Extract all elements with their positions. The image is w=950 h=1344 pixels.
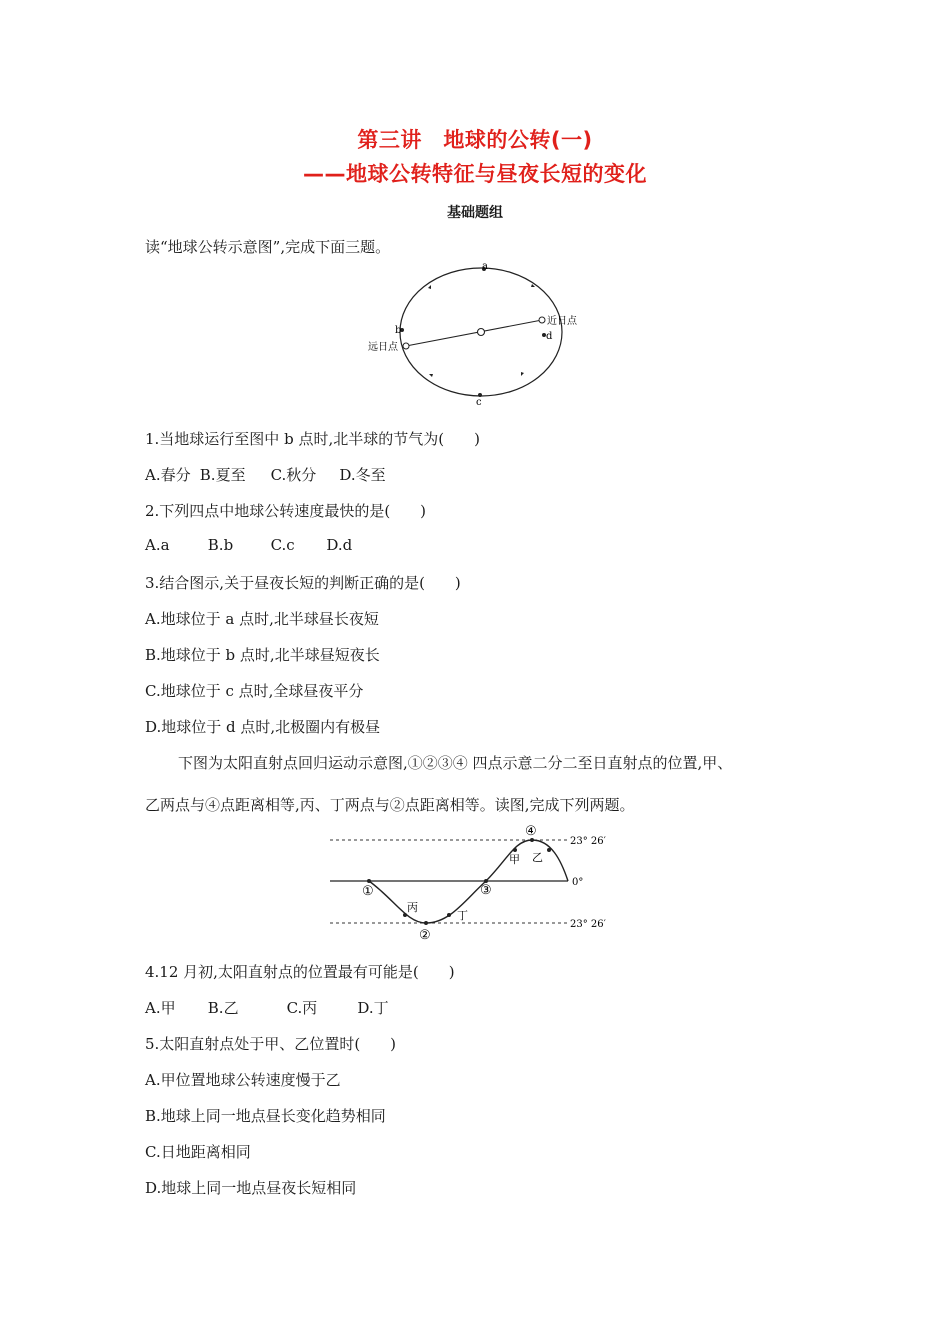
intro-text-2-line2: 乙两点与④点距离相等,丙、丁两点与②点距离相等。读图,完成下列两题。 bbox=[145, 796, 635, 814]
label-bing: 丙 bbox=[407, 901, 418, 914]
label-a: a bbox=[482, 261, 488, 272]
q2-option-a[interactable]: A.a bbox=[145, 536, 170, 554]
question-4-stem: 4.12 月初,太阳直射点的位置最有可能是( ) bbox=[145, 963, 455, 981]
point-ding bbox=[447, 913, 451, 917]
question-4-options bbox=[145, 997, 389, 1018]
q5-option-d[interactable]: D.地球上同一地点昼夜长短相同 bbox=[145, 1179, 357, 1197]
direction-arrow bbox=[428, 285, 431, 289]
q4-option-b[interactable]: B.乙 bbox=[207, 999, 239, 1017]
point-2 bbox=[424, 921, 428, 925]
point-jia bbox=[513, 848, 517, 852]
label-lat-bottom: 23° 26′ bbox=[570, 919, 606, 930]
label-point-3: ③ bbox=[480, 883, 492, 898]
direction-arrow bbox=[429, 374, 433, 377]
page-title: 第三讲 地球的公转(一) bbox=[357, 128, 593, 152]
q4-option-a[interactable]: A.甲 bbox=[145, 999, 176, 1017]
earth-orbit-diagram bbox=[360, 260, 600, 410]
q3-option-c[interactable]: C.地球位于 c 点时,全球昼夜平分 bbox=[145, 682, 364, 700]
label-perihelion: 近日点 bbox=[547, 316, 577, 327]
label-point-1: ① bbox=[362, 884, 374, 899]
direction-arrow bbox=[521, 372, 524, 376]
label-lat-top: 23° 26′ bbox=[570, 836, 606, 847]
label-aphelion: 远日点 bbox=[368, 342, 398, 353]
perihelion-marker bbox=[539, 317, 545, 323]
label-b: b bbox=[395, 325, 402, 336]
question-1-options bbox=[145, 464, 386, 485]
q5-option-a[interactable]: A.甲位置地球公转速度慢于乙 bbox=[145, 1071, 341, 1089]
q3-option-b[interactable]: B.地球位于 b 点时,北半球昼短夜长 bbox=[145, 646, 380, 664]
q1-option-b[interactable]: B.夏至 bbox=[199, 466, 246, 484]
question-1-stem: 1.当地球运行至图中 b 点时,北半球的节气为( ) bbox=[145, 430, 480, 448]
question-5-stem: 5.太阳直射点处于甲、乙位置时( ) bbox=[145, 1035, 397, 1053]
aphelion-marker bbox=[403, 343, 409, 349]
question-3-stem: 3.结合图示,关于昼夜长短的判断正确的是( ) bbox=[145, 574, 461, 592]
label-c: c bbox=[476, 397, 482, 408]
sun-marker bbox=[478, 329, 485, 336]
point-yi bbox=[547, 848, 551, 852]
q5-option-b[interactable]: B.地球上同一地点昼长变化趋势相同 bbox=[145, 1107, 386, 1125]
section-heading: 基础题组 bbox=[447, 205, 503, 221]
point-1 bbox=[367, 879, 371, 883]
question-2-options bbox=[145, 536, 352, 554]
q1-option-a[interactable]: A.春分 bbox=[145, 466, 191, 484]
q2-option-c[interactable]: C.c bbox=[270, 536, 295, 554]
q3-option-d[interactable]: D.地球位于 d 点时,北极圈内有极昼 bbox=[145, 718, 381, 736]
subsolar-migration-diagram bbox=[325, 820, 635, 942]
q1-option-c[interactable]: C.秋分 bbox=[270, 466, 317, 484]
label-jia: 甲 bbox=[509, 853, 520, 866]
question-2-stem: 2.下列四点中地球公转速度最快的是( ) bbox=[145, 502, 427, 520]
q4-option-d[interactable]: D.丁 bbox=[357, 999, 389, 1017]
apsides-line bbox=[406, 320, 542, 346]
q5-option-c[interactable]: C.日地距离相同 bbox=[145, 1143, 251, 1161]
intro-text-2-line1: 下图为太阳直射点回归运动示意图,①②③④ 四点示意二分二至日直射点的位置,甲、 bbox=[178, 754, 733, 772]
page-subtitle: ——地球公转特征与昼夜长短的变化 bbox=[303, 162, 647, 186]
label-ding: 丁 bbox=[457, 909, 468, 922]
q4-option-c[interactable]: C.丙 bbox=[286, 999, 318, 1017]
q2-option-b[interactable]: B.b bbox=[207, 536, 234, 554]
intro-text-1: 读“地球公转示意图”,完成下面三题。 bbox=[145, 238, 391, 256]
q3-option-a[interactable]: A.地球位于 a 点时,北半球昼长夜短 bbox=[145, 610, 379, 628]
q2-option-d[interactable]: D.d bbox=[326, 536, 353, 554]
label-point-4: ④ bbox=[525, 824, 537, 839]
label-lat-zero: 0° bbox=[572, 877, 584, 888]
label-d: d bbox=[546, 331, 553, 342]
label-point-2: ② bbox=[419, 928, 431, 942]
label-yi: 乙 bbox=[532, 851, 543, 864]
q1-option-d[interactable]: D.冬至 bbox=[339, 466, 386, 484]
